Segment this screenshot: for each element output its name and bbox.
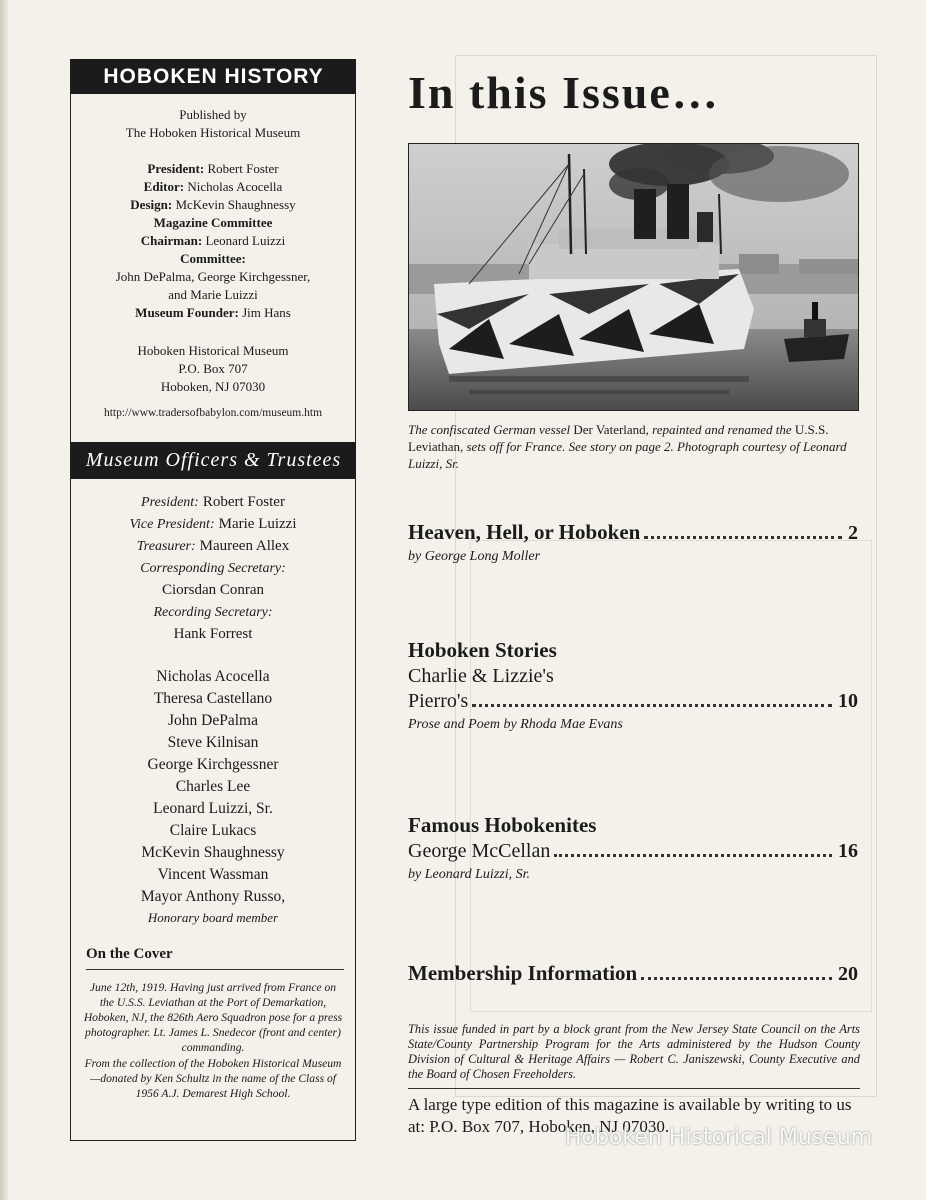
officer-corresponding-secretary-label: Corresponding Secretary: <box>140 561 286 576</box>
trustees-list <box>72 666 354 908</box>
staff-block <box>72 160 354 322</box>
leviathan-photo-illustration <box>409 144 859 411</box>
officer-recording-secretary: Hank Forrest <box>173 626 253 642</box>
publisher-name: The Hoboken Historical Museum <box>125 125 301 140</box>
committee-label: Committee: <box>180 251 246 266</box>
magazine-committee: Magazine Committee <box>153 215 273 230</box>
published-by: Published by <box>179 107 247 122</box>
toc-leader <box>641 977 832 980</box>
cover-credit: From the collection of the Hoboken Historical Museum—donated by Ken Schultz in the name of the Class of 1956 A.J. Demarest High School. <box>84 1057 342 1100</box>
trustee: Leonard Luizzi, Sr. <box>153 800 273 817</box>
officer-president: President: Robert Foster <box>141 494 285 510</box>
toc-leader <box>554 854 832 857</box>
address-block <box>72 342 354 396</box>
committee-chairman: Chairman: Leonard Luizzi <box>140 233 286 248</box>
address-line-1: Hoboken Historical Museum <box>137 343 289 358</box>
museum-founder: Museum Founder: Jim Hans <box>135 305 291 320</box>
toc-byline: Prose and Poem by Rhoda Mae Evans <box>408 717 623 732</box>
ship-photo <box>408 143 859 411</box>
trustee: Vincent Wassman <box>157 866 269 883</box>
trustee: Steve Kilnisan <box>167 734 259 751</box>
toc-page-number: 2 <box>848 522 858 544</box>
toc-heading: Hoboken Stories <box>408 638 557 662</box>
officer-corresponding-secretary: Ciorsdan Conran <box>161 582 265 598</box>
toc-subtitle: Charlie & Lizzie's <box>408 665 554 687</box>
trustee: George Kirchgessner <box>147 756 279 773</box>
publisher-block <box>72 106 354 142</box>
toc-entry-hoboken-stories[interactable] <box>408 638 858 733</box>
toc-entry-membership[interactable] <box>408 961 858 986</box>
cover-description <box>82 980 344 1101</box>
grant-notice: This issue funded in part by a block grant from the New Jersey State Council on the Arts State/County Partnership Program for the Arts administered by the Hudson County Division of Cultural & Heritage Affairs — Robert C. Janiszewski, County Executive and the Board of Chosen Freeholders. <box>408 1022 860 1081</box>
toc-heading: Heaven, Hell, or Hoboken <box>408 520 641 544</box>
cover-rule <box>86 969 344 970</box>
officers-heading: Museum Officers & Trustees <box>71 442 356 479</box>
trustee: Theresa Castellano <box>153 690 273 707</box>
page-spine <box>0 0 8 1200</box>
toc-entry-heaven-hell[interactable] <box>408 520 858 565</box>
toc-subtitle: Pierro's <box>408 690 469 712</box>
officer-recording-secretary-label: Recording Secretary: <box>153 605 273 620</box>
toc-page-number: 20 <box>838 963 858 985</box>
large-type-notice: A large type edition of this magazine is available by writing to us at: P.O. Box 707, Hoboken, NJ 07030. <box>408 1095 852 1136</box>
trustee: McKevin Shaughnessy <box>141 844 285 861</box>
officer-treasurer: Treasurer: Maureen Allex <box>136 538 290 554</box>
museum-url[interactable]: http://www.tradersofbabylon.com/museum.htm <box>103 407 323 419</box>
trustee: Charles Lee <box>175 778 251 795</box>
honorary-note: Honorary board member <box>147 910 279 925</box>
toc-byline: by Leonard Luizzi, Sr. <box>408 867 531 882</box>
toc-leader <box>644 536 842 539</box>
photo-caption: The confiscated German vessel Der Vaterland, repainted and renamed the U.S.S. Leviathan, sets off for France. See story on page 2. Photograph courtesy of Leonard Luizzi, Sr. <box>408 422 847 471</box>
staff-president: President: Robert Foster <box>147 161 279 176</box>
bleed-through-frame-inner <box>470 540 872 1012</box>
trustee: Claire Lukacs <box>169 822 257 839</box>
toc-heading: Membership Information <box>408 961 638 985</box>
address-line-2: P.O. Box 707 <box>178 361 248 376</box>
cover-text: June 12th, 1919. Having just arrived from France on the U.S.S. Leviathan at the Port of Demarkation, Hoboken, NJ, the 826th Aero Squadron pose for a press photographer. Lt. James L. Snedecor (front and center) commanding. <box>83 981 343 1054</box>
toc-byline: by George Long Moller <box>408 549 541 564</box>
committee-members-2: and Marie Luizzi <box>168 287 258 302</box>
page-title: In this Issue… <box>408 67 720 118</box>
trustee: Mayor Anthony Russo, <box>140 888 286 905</box>
address-line-3: Hoboken, NJ 07030 <box>160 379 266 394</box>
trustee: John DePalma <box>168 712 258 729</box>
toc-subtitle: George McCellan <box>408 840 551 862</box>
staff-editor: Editor: Nicholas Acocella <box>143 179 283 194</box>
toc-page-number: 10 <box>838 690 858 712</box>
officer-vice-president: Vice President: Marie Luizzi <box>129 516 297 532</box>
trustee: Nicholas Acocella <box>156 668 270 685</box>
footer-rule <box>408 1088 860 1089</box>
masthead-title: HOBOKEN HISTORY <box>71 59 356 94</box>
toc-page-number: 16 <box>838 840 858 862</box>
committee-members-1: John DePalma, George Kirchgessner, <box>115 269 311 284</box>
staff-design: Design: McKevin Shaughnessy <box>130 197 296 212</box>
toc-entry-famous-hobokenites[interactable] <box>408 813 858 883</box>
toc-leader <box>472 704 832 707</box>
museum-watermark: Hoboken Historical Museum <box>565 1125 873 1150</box>
toc-heading: Famous Hobokenites <box>408 813 597 837</box>
cover-heading: On the Cover <box>86 946 173 962</box>
